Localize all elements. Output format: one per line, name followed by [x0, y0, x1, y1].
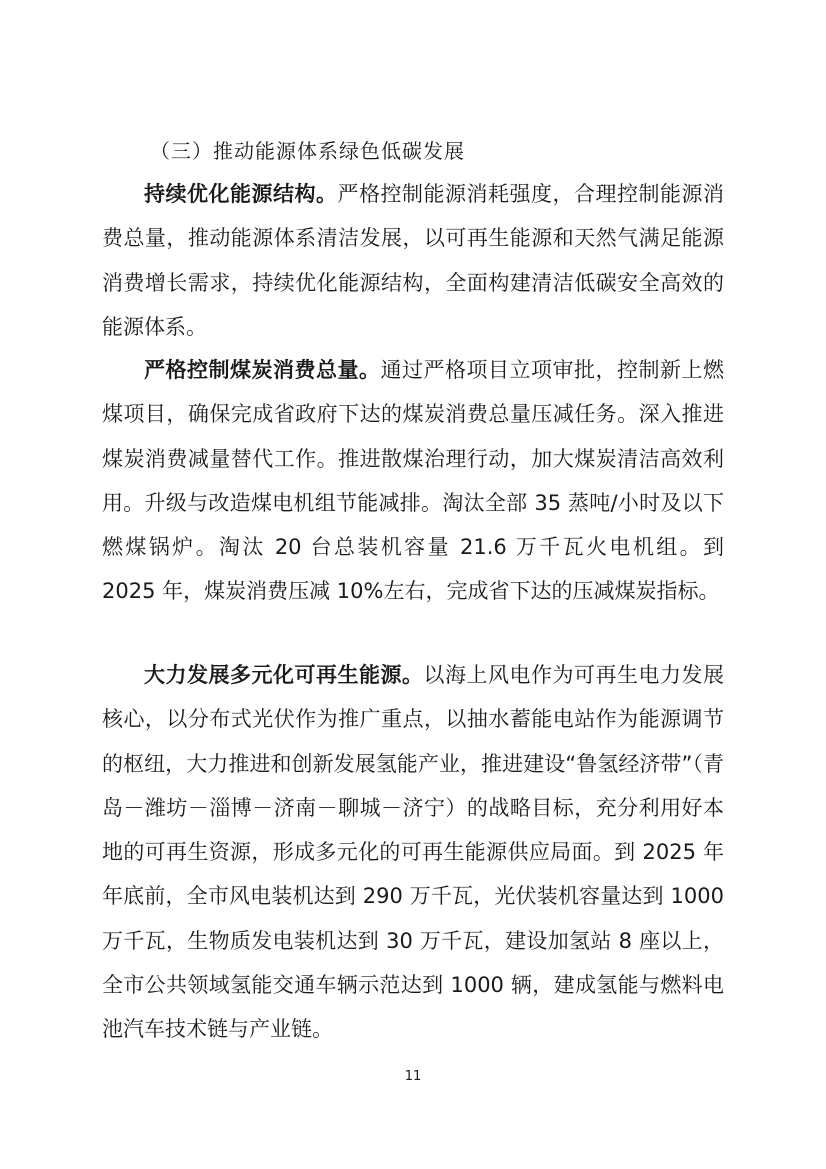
section-heading: （三）推动能源体系绿色低碳发展 — [150, 139, 465, 163]
paragraph-renewable-energy — [102, 653, 724, 1052]
paragraph-lead: 持续优化能源结构。 — [144, 182, 338, 206]
paragraph-body: 通过严格项目立项审批，控制新上燃煤项目，确保完成省政府下达的煤炭消费总量压减任务。深入推进煤炭消费减量替代工作。推进散煤治理行动，加大煤炭清洁高效利用。升级与改造煤电机组节能减排。淘汰全部 35 蒸吨/小时及以下燃煤锅炉。淘汰 20 台总装机容量 21.6 万千瓦火电机组。到 2025 年，煤炭消费压减 10%左右，完成省下达的压减煤炭指标。 — [102, 358, 724, 604]
paragraph-lead: 大力发展多元化可再生能源。 — [144, 663, 424, 687]
paragraph-optimize-energy-structure — [102, 172, 724, 349]
paragraph-body: 以海上风电作为可再生电力发展核心，以分布式光伏作为推广重点，以抽水蓄能电站作为能源调节的枢纽，大力推进和创新发展氢能产业，推进建设“鲁氢经济带”（青岛－潍坊－淄博－济南－聊城－济宁）的战略目标，充分利用好本地的可再生资源，形成多元化的可再生能源供应局面。到 2025 年年底前，全市风电装机达到 290 万千瓦，光伏装机容量达到 1000 万千瓦，生物质发电装机达到 30 万千瓦，建设加氢站 8 座以上，全市公共领域氢能交通车辆示范达到 1000 辆，建成氢能与燃料电池汽车技术链与产业链。 — [102, 663, 724, 1042]
paragraph-lead: 严格控制煤炭消费总量。 — [144, 358, 381, 382]
paragraph-body: 严格控制能源消耗强度，合理控制能源消费总量，推动能源体系清洁发展，以可再生能源和天然气满足能源消费增长需求，持续优化能源结构，全面构建清洁低碳安全高效的能源体系。 — [102, 182, 724, 339]
paragraph-control-coal-consumption — [102, 348, 724, 614]
page-number: 11 — [404, 1069, 422, 1084]
